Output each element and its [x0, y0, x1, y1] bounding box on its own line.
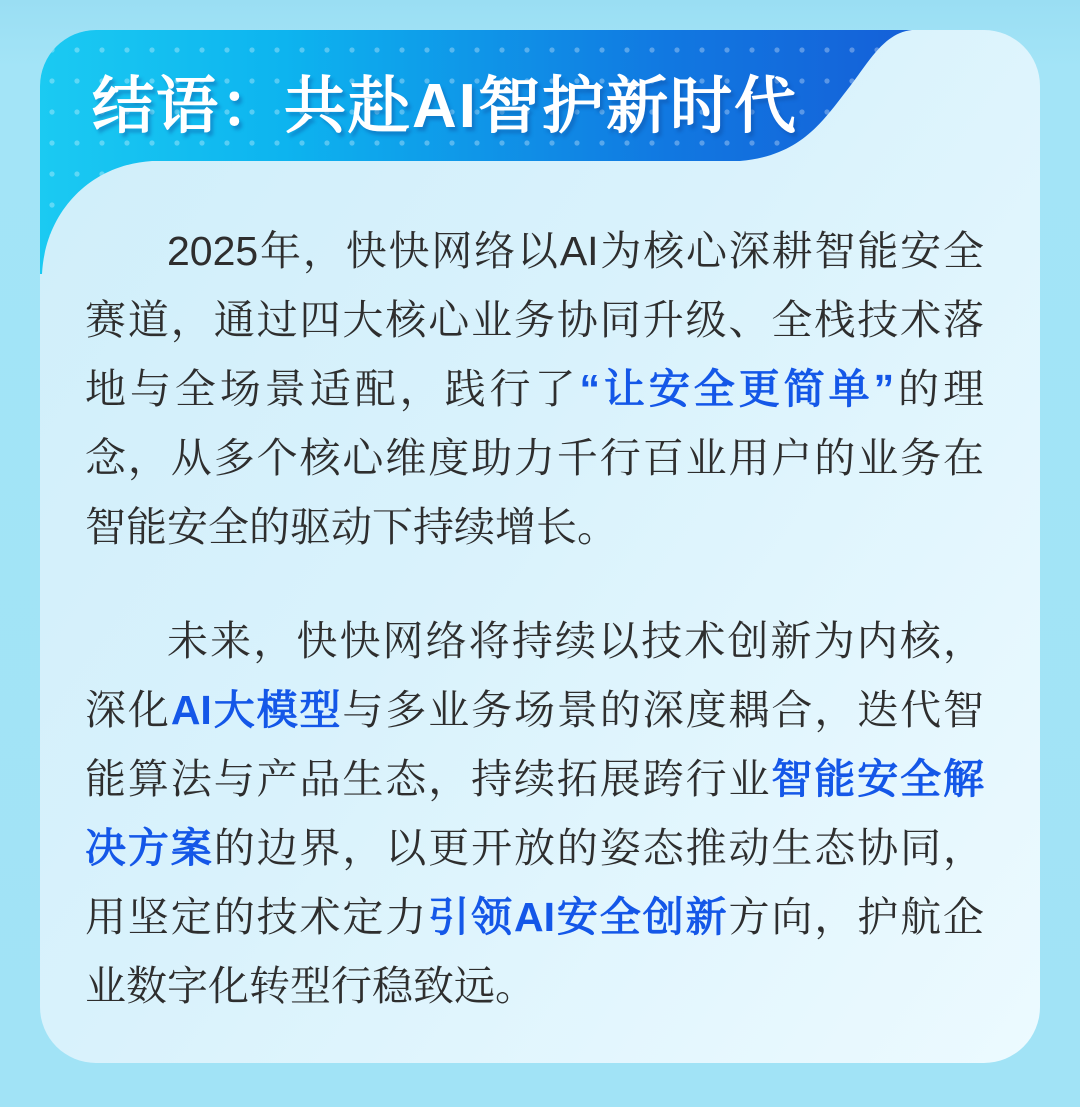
highlight-text: 智能安全解决方案: [85, 756, 985, 871]
body-text: 的边界，以更开放的姿态推动生态协同，用坚定的技术定力: [85, 825, 985, 940]
body-text: 方向，护航企业数字化转型行稳致远。: [85, 894, 985, 1009]
highlight-text: 引领AI安全创新: [428, 894, 729, 940]
paragraph-2: [85, 607, 984, 1021]
body-text: 的理念，从多个核心维度助力千行百业用户的业务在智能安全的驱动下持续增长。: [85, 366, 985, 550]
paragraph-1: [85, 217, 984, 562]
section-title: 结语：共赴AI智护新时代: [92, 72, 799, 141]
body-text: 2025年，快快网络以AI为核心深耕智能安全赛道，通过四大核心业务协同升级、全栈技术落地与全场景适配，践行了: [85, 228, 984, 412]
body-text-block: [40, 217, 1040, 1021]
body-text: 与多业务场景的深度耦合，迭代智能算法与产品生态，持续拓展跨行业: [85, 687, 985, 802]
body-text: 未来，快快网络将持续以技术创新为内核，深化: [85, 618, 984, 733]
content-card: [40, 30, 1040, 1063]
highlight-text: “让安全更简单”: [579, 366, 895, 412]
highlight-text: AI大模型: [170, 687, 343, 733]
